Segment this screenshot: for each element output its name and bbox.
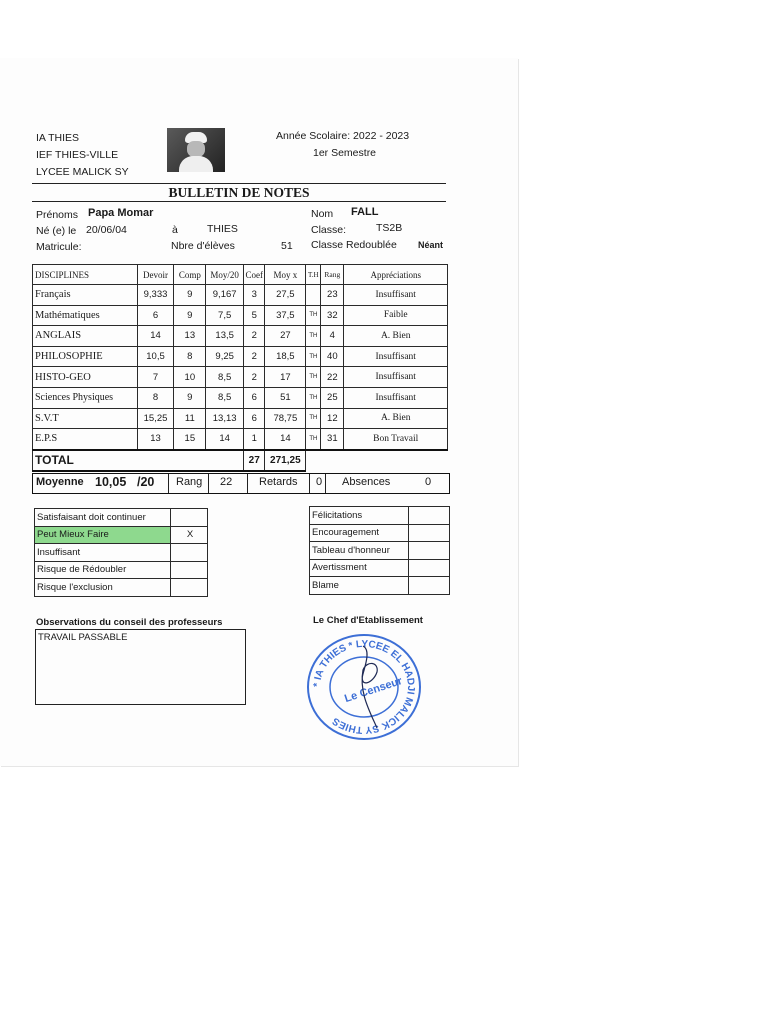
appreciation-checklist	[34, 508, 208, 597]
th-cell: TH	[306, 387, 321, 408]
stamp-ring-text: * IA THIES * LYCEE EL HADJI MALICK SY THIES	[311, 638, 417, 736]
col-header-th: T.H	[306, 265, 321, 285]
nom-value: FALL	[351, 206, 379, 218]
discipline-name: Sciences Physiques	[33, 387, 138, 408]
col-header-devoir: Devoir	[137, 265, 174, 285]
discipline-name: S.V.T	[33, 408, 138, 429]
table-row	[33, 346, 448, 367]
list-item	[310, 559, 450, 577]
appreciation-cell: A. Bien	[344, 326, 448, 347]
distinction-mark	[409, 507, 450, 525]
distinction-mark	[409, 559, 450, 577]
matricule-label: Matricule:	[36, 241, 82, 253]
list-item	[35, 561, 208, 579]
total-coef: 27	[244, 450, 265, 471]
moyx-cell: 17	[265, 367, 306, 388]
appreciation-cell: Bon Travail	[344, 429, 448, 450]
distinction-label: Félicitations	[310, 507, 409, 525]
checklist-mark	[171, 509, 208, 527]
moyenne-label: Moyenne	[36, 476, 84, 488]
header-line-lycee: LYCEE MALICK SY	[36, 166, 129, 178]
classe-label: Classe:	[311, 224, 347, 236]
grades-table	[32, 264, 448, 472]
moy-cell: 7,5	[206, 305, 244, 326]
coef-cell: 1	[244, 429, 265, 450]
distinction-label: Tableau d'honneur	[310, 542, 409, 560]
appreciation-cell: Insuffisant	[344, 285, 448, 306]
distinction-mark	[409, 524, 450, 542]
list-item	[35, 544, 208, 562]
moy-cell: 8,5	[206, 367, 244, 388]
total-label: TOTAL	[33, 450, 244, 471]
checklist-label: Risque de Rédoubler	[35, 561, 171, 579]
coef-cell: 3	[244, 285, 265, 306]
classe-value: TS2B	[376, 222, 403, 234]
discipline-name: ANGLAIS	[33, 326, 138, 347]
appreciation-cell: Insuffisant	[344, 387, 448, 408]
distinction-label: Blame	[310, 577, 409, 595]
appreciation-cell: A. Bien	[344, 408, 448, 429]
list-item	[310, 542, 450, 560]
student-photo	[167, 128, 225, 172]
table-row	[33, 305, 448, 326]
list-item	[35, 509, 208, 527]
school-year: Année Scolaire: 2022 - 2023	[276, 130, 410, 142]
comp-cell: 8	[174, 346, 206, 367]
devoir-cell: 10,5	[137, 346, 174, 367]
discipline-name: Mathématiques	[33, 305, 138, 326]
col-header-coef: Coef	[244, 265, 265, 285]
col-header-moyx: Moy x	[265, 265, 306, 285]
coef-cell: 2	[244, 346, 265, 367]
checklist-mark	[171, 544, 208, 562]
observations-box	[35, 629, 246, 705]
col-header-comp: Comp	[174, 265, 206, 285]
birth-date: 20/06/04	[86, 224, 127, 236]
comp-cell: 9	[174, 387, 206, 408]
appreciation-cell: Insuffisant	[344, 367, 448, 388]
discipline-name: PHILOSOPHIE	[33, 346, 138, 367]
moy-cell: 9,167	[206, 285, 244, 306]
summary-bar	[32, 473, 450, 494]
moyenne-value: 10,05	[95, 475, 127, 489]
checklist-mark	[171, 561, 208, 579]
birth-place: THIES	[207, 223, 238, 235]
comp-cell: 9	[174, 305, 206, 326]
devoir-cell: 15,25	[137, 408, 174, 429]
th-cell: TH	[306, 367, 321, 388]
table-row	[33, 367, 448, 388]
appreciation-cell: Faible	[344, 305, 448, 326]
checklist-label-highlighted: Peut Mieux Faire	[35, 526, 171, 544]
table-row	[33, 387, 448, 408]
rang-cell: 22	[321, 367, 344, 388]
moyx-cell: 14	[265, 429, 306, 450]
rang-cell: 40	[321, 346, 344, 367]
observations-text: TRAVAIL PASSABLE	[38, 632, 128, 643]
devoir-cell: 13	[137, 429, 174, 450]
devoir-cell: 7	[137, 367, 174, 388]
table-row	[33, 285, 448, 306]
discipline-name: E.P.S	[33, 429, 138, 450]
comp-cell: 9	[174, 285, 206, 306]
checklist-label: Insuffisant	[35, 544, 171, 562]
moy-cell: 13,5	[206, 326, 244, 347]
moyx-cell: 27,5	[265, 285, 306, 306]
moyx-cell: 78,75	[265, 408, 306, 429]
retards-value: 0	[316, 476, 323, 488]
col-header-disciplines: DISCIPLINES	[33, 265, 138, 285]
list-item	[310, 524, 450, 542]
list-item	[310, 577, 450, 595]
header-line-ia: IA THIES	[36, 132, 79, 144]
prenoms-label: Prénoms	[36, 209, 79, 221]
col-header-rang: Rang	[321, 265, 344, 285]
page-title: BULLETIN DE NOTES	[32, 183, 446, 202]
table-row	[33, 429, 448, 450]
devoir-cell: 8	[137, 387, 174, 408]
distinction-mark	[409, 542, 450, 560]
moyx-cell: 27	[265, 326, 306, 347]
chef-label: Le Chef d'Etablissement	[313, 615, 423, 626]
moy-cell: 13,13	[206, 408, 244, 429]
coef-cell: 2	[244, 326, 265, 347]
devoir-cell: 9,333	[137, 285, 174, 306]
redoublee-value: Néant	[418, 240, 444, 250]
header-line-ief: IEF THIES-VILLE	[36, 149, 119, 161]
devoir-cell: 6	[137, 305, 174, 326]
official-stamp	[305, 632, 423, 742]
checklist-mark: X	[171, 526, 208, 544]
discipline-name: HISTO-GEO	[33, 367, 138, 388]
th-cell: TH	[306, 326, 321, 347]
redoublee-label: Classe Redoublée	[311, 239, 397, 251]
comp-cell: 15	[174, 429, 206, 450]
comp-cell: 10	[174, 367, 206, 388]
birth-label: Né (e) le	[36, 225, 77, 237]
th-cell: TH	[306, 408, 321, 429]
rang-value: 22	[220, 476, 233, 488]
devoir-cell: 14	[137, 326, 174, 347]
col-header-moy20: Moy/20	[206, 265, 244, 285]
header-left	[36, 130, 129, 181]
table-header-row	[33, 265, 448, 285]
list-item	[35, 579, 208, 597]
moyx-cell: 18,5	[265, 346, 306, 367]
coef-cell: 2	[244, 367, 265, 388]
coef-cell: 5	[244, 305, 265, 326]
semester: 1er Semestre	[313, 147, 377, 159]
th-cell	[306, 285, 321, 306]
moy-cell: 8,5	[206, 387, 244, 408]
discipline-name: Français	[33, 285, 138, 306]
checklist-label: Satisfaisant doit continuer	[35, 509, 171, 527]
absences-label: Absences	[342, 476, 391, 488]
moyenne-sur: /20	[137, 475, 155, 489]
rang-cell: 25	[321, 387, 344, 408]
coef-cell: 6	[244, 408, 265, 429]
th-cell: TH	[306, 346, 321, 367]
list-item	[35, 526, 208, 544]
rang-cell: 23	[321, 285, 344, 306]
distinction-label: Avertissment	[310, 559, 409, 577]
appreciation-cell: Insuffisant	[344, 346, 448, 367]
rang-cell: 32	[321, 305, 344, 326]
nom-label: Nom	[311, 208, 334, 220]
rang-cell: 4	[321, 326, 344, 347]
birth-a-label: à	[172, 224, 178, 236]
stamp-center-text: Le Censeur	[343, 675, 404, 706]
list-item	[310, 507, 450, 525]
rang-cell: 31	[321, 429, 344, 450]
comp-cell: 11	[174, 408, 206, 429]
coef-cell: 6	[244, 387, 265, 408]
moyx-cell: 37,5	[265, 305, 306, 326]
absences-value: 0	[425, 476, 432, 488]
nbre-eleves-label: Nbre d'élèves	[171, 240, 235, 252]
table-row	[33, 408, 448, 429]
th-cell: TH	[306, 305, 321, 326]
moy-cell: 9,25	[206, 346, 244, 367]
checklist-mark	[171, 579, 208, 597]
th-cell: TH	[306, 429, 321, 450]
moy-cell: 14	[206, 429, 244, 450]
prenoms-value: Papa Momar	[88, 207, 154, 219]
total-row	[33, 450, 448, 471]
rang-label: Rang	[176, 476, 203, 488]
comp-cell: 13	[174, 326, 206, 347]
distinction-checklist	[309, 506, 450, 595]
nbre-eleves-value: 51	[281, 240, 293, 252]
distinction-mark	[409, 577, 450, 595]
checklist-label: Risque l'exclusion	[35, 579, 171, 597]
rang-cell: 12	[321, 408, 344, 429]
total-moyx: 271,25	[265, 450, 306, 471]
distinction-label: Encouragement	[310, 524, 409, 542]
table-row	[33, 326, 448, 347]
moyx-cell: 51	[265, 387, 306, 408]
retards-label: Retards	[259, 476, 298, 488]
col-header-appreciations: Appréciations	[344, 265, 448, 285]
total-empty	[306, 450, 448, 471]
observations-title: Observations du conseil des professeurs	[36, 617, 223, 628]
